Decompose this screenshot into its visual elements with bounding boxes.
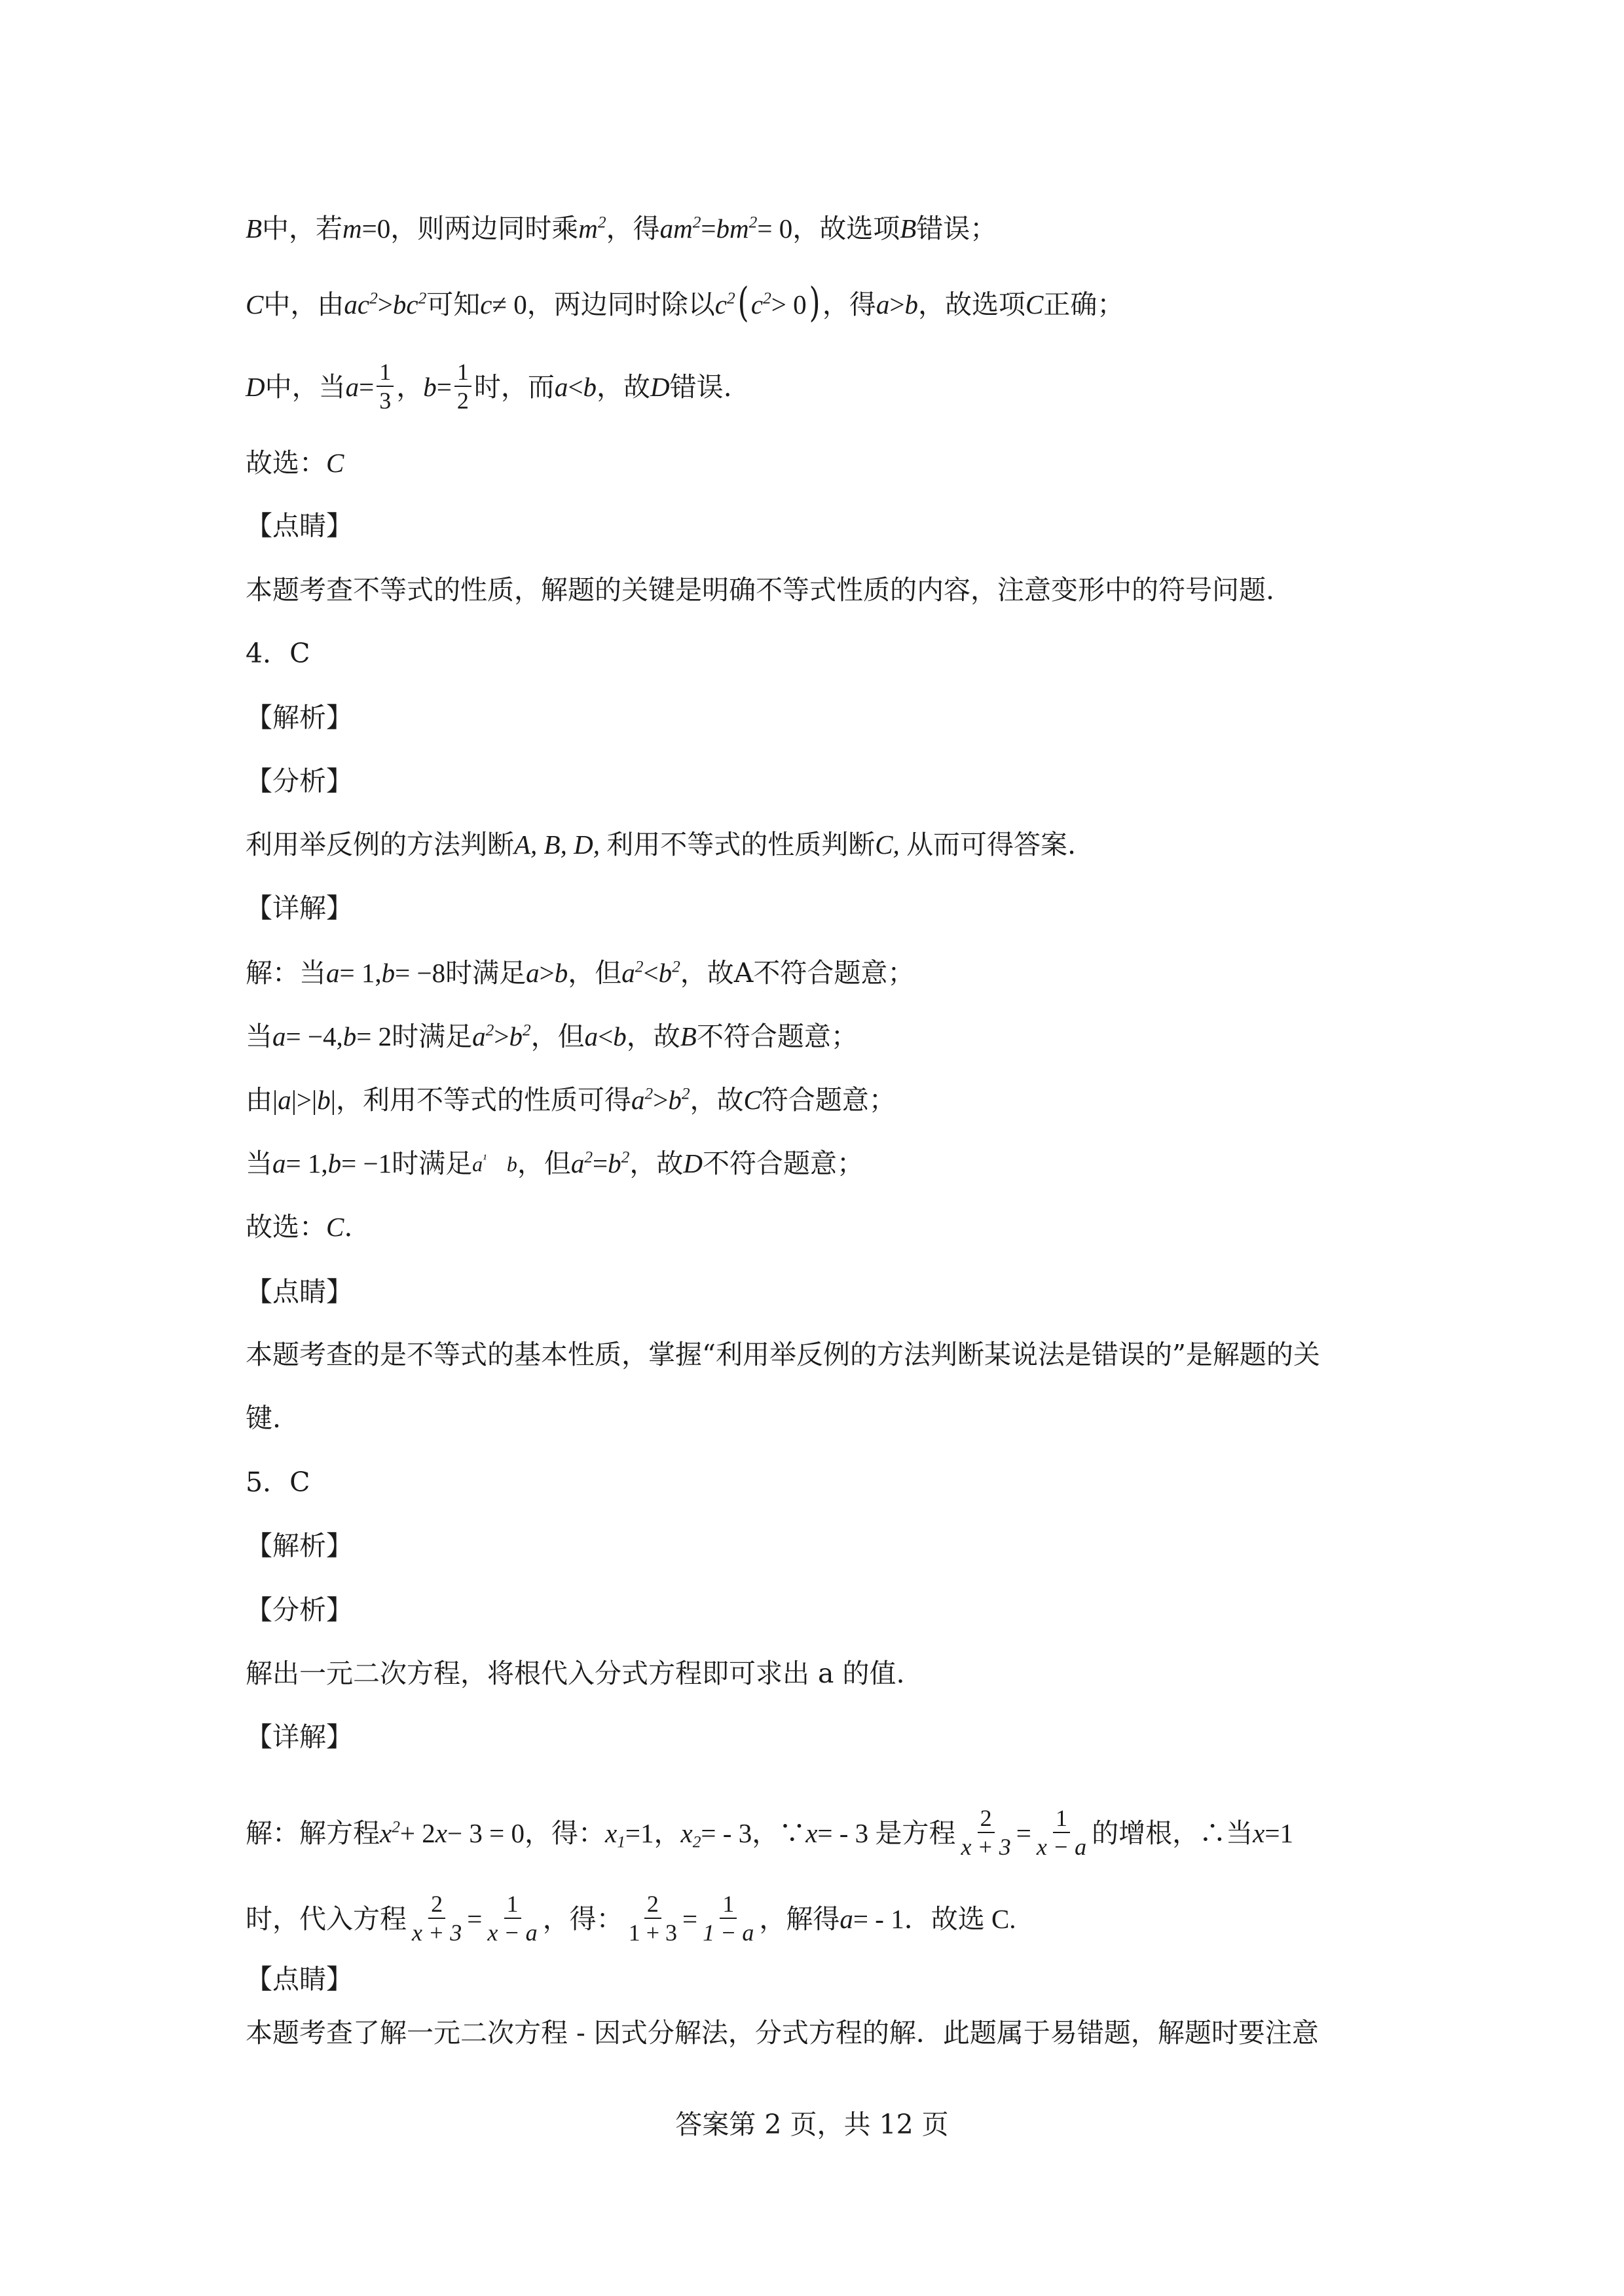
text: . — [344, 1211, 353, 1243]
math-var: $c^2$ — [750, 288, 771, 319]
fraction: $\frac{1}{x - a}$ — [487, 1891, 538, 1946]
section-heading-comment: 【点睛】 — [246, 1276, 353, 1307]
text: 时满足 — [445, 957, 526, 989]
math-text: = −4, — [286, 1021, 343, 1051]
text: 时，而 — [473, 371, 555, 403]
fraction: $\frac{2}{1 + 3}$ — [628, 1891, 677, 1946]
detail-line-solve — [246, 1805, 1293, 1862]
text: 从而可得答案. — [906, 829, 1077, 860]
comment-text: 本题考查的是不等式的基本性质，掌握“利用举反例的方法判断某说法是错误的”是解题的关 — [246, 1339, 1320, 1370]
text: 中，若 — [262, 213, 343, 244]
math-var: b — [381, 958, 396, 988]
section-heading-comment: 【点睛】 — [246, 1963, 353, 1995]
math-text: < — [643, 958, 659, 988]
option-letter: D — [683, 1148, 703, 1178]
math-var: $m^2$ — [578, 213, 606, 244]
section-heading-detail: 【详解】 — [246, 1721, 353, 1753]
fraction: $\frac{1}{x - a}$ — [1036, 1805, 1087, 1861]
math-text: > — [377, 289, 393, 319]
text: ，得 — [822, 288, 876, 320]
math-var: $x_2$ — [680, 1817, 701, 1851]
comment-text: 本题考查了解一元二次方程 - 因式分解法，分式方程的解．此题属于易错题，解题时要注意 — [246, 2017, 1319, 2049]
math-text: = — [701, 213, 716, 244]
math-var: b — [317, 1085, 331, 1115]
math-text: = −1 — [341, 1148, 392, 1178]
math-var: $a^2$ — [472, 1021, 494, 1051]
text: 故选： — [246, 1211, 326, 1243]
answer-line — [246, 447, 344, 479]
option-letter: B — [246, 213, 263, 244]
math-var: $bm^2$ — [716, 213, 758, 244]
text: ，故选项 — [792, 213, 900, 244]
math-text: | — [330, 1085, 336, 1115]
text: 解：解方程 — [246, 1817, 380, 1849]
math-var: b — [583, 371, 597, 402]
option-letter: B — [680, 1021, 697, 1051]
math-text: ≠ 0 — [492, 289, 527, 319]
math-var: $x_1$ — [604, 1817, 625, 1851]
text: 可知 — [426, 288, 481, 320]
math-text: = — [359, 371, 375, 402]
math-text: < — [598, 1021, 614, 1051]
option-letter: C — [743, 1085, 762, 1115]
math-var: a — [554, 371, 568, 402]
math-var: b — [327, 1148, 342, 1178]
text: ，则两边同时乘 — [390, 213, 579, 244]
math-text: > — [889, 289, 905, 319]
math-var: a — [272, 1021, 286, 1051]
text: 解：当 — [246, 957, 326, 989]
math-var: x — [435, 1817, 447, 1848]
analysis-text — [246, 831, 1076, 858]
section-heading-breakdown: 【分析】 — [246, 1594, 353, 1626]
section-heading-comment: 【点睛】 — [246, 510, 353, 541]
math-text: | — [272, 1085, 278, 1115]
math-var: a — [876, 289, 890, 319]
text: 不符合题意； — [696, 1021, 858, 1052]
text: 不符合题意； — [702, 1148, 864, 1179]
text: 正确； — [1043, 288, 1124, 320]
answer-letter: C — [326, 448, 344, 478]
section-heading-breakdown: 【分析】 — [246, 765, 353, 797]
math-text: = - 1．故选 C. — [853, 1903, 1016, 1934]
math-var: $c^2$ — [714, 288, 735, 319]
math-text: = 2 — [356, 1021, 392, 1051]
math-var: a — [345, 371, 360, 402]
math-var: b — [506, 1152, 517, 1176]
text: 时满足 — [392, 1148, 473, 1179]
fraction: $\frac{2}{x + 3}$ — [412, 1891, 462, 1946]
math-var: $b^2$ — [668, 1084, 690, 1115]
math-var: x — [805, 1817, 818, 1848]
text: 的增根，∴当 — [1092, 1817, 1253, 1849]
math-text: = — [593, 1148, 608, 1178]
math-text: − 3 = 0 — [447, 1817, 525, 1848]
math-var: a — [278, 1085, 291, 1115]
text: 错误； — [916, 213, 997, 244]
fraction: $\frac{1}{3}$ — [377, 359, 394, 416]
text: ，得： — [542, 1903, 623, 1935]
math-var: m — [342, 213, 362, 244]
math-text: |>| — [291, 1085, 318, 1115]
text: ， — [396, 371, 424, 403]
option-letter: B — [900, 213, 917, 244]
math-var: $bc^2$ — [392, 288, 427, 319]
text: ，故 — [690, 1084, 744, 1116]
text: ，利用不等式的性质可得 — [335, 1084, 631, 1116]
detail-line-substitute — [246, 1891, 1016, 1948]
detail-line-d — [246, 1150, 864, 1177]
solution-line-b — [246, 215, 997, 242]
section-heading-analysis: 【解析】 — [246, 1530, 353, 1561]
text: ，但 — [568, 957, 622, 989]
option-letter: C — [1025, 289, 1044, 319]
math-text: = 1, — [286, 1148, 328, 1178]
comment-text: 本题考查不等式的性质，解题的关键是明确不等式性质的内容，注意变形中的符号问题. — [246, 574, 1275, 606]
math-text: = — [1016, 1817, 1031, 1848]
math-var: $am^2$ — [659, 213, 701, 244]
paren-open: ( — [737, 278, 749, 326]
math-var: $ac^2$ — [344, 288, 378, 319]
fraction: $\frac{1}{2}$ — [454, 359, 471, 416]
text: 由 — [246, 1084, 272, 1116]
math-text: = 1, — [339, 958, 382, 988]
page-footer: 答案第 2 页，共 12 页 — [675, 2109, 949, 2140]
text: ，故 — [629, 1148, 684, 1179]
math-text: = - 3，∵ — [701, 1817, 806, 1848]
detail-line-c — [246, 1084, 896, 1116]
text: 中，由 — [263, 288, 344, 320]
math-text: + 2 — [399, 1817, 435, 1848]
math-var: b — [342, 1021, 357, 1051]
math-text: > — [653, 1085, 669, 1115]
math-text: = — [436, 371, 452, 402]
answer-letter: C — [326, 1212, 344, 1242]
text: 当 — [246, 1148, 272, 1179]
math-var: a — [272, 1148, 286, 1178]
math-text: =0 — [361, 213, 391, 244]
text: ，两边同时除以 — [526, 288, 715, 320]
text: ，故选项 — [917, 288, 1025, 320]
math-var: b — [554, 958, 568, 988]
text: 当 — [246, 1021, 272, 1052]
math-text: = 0 — [757, 213, 793, 244]
math-var: $x^2$ — [380, 1817, 400, 1848]
math-var: $a^2$ — [631, 1084, 654, 1115]
math-var: b — [613, 1021, 627, 1051]
math-var: A, B, D, — [514, 829, 600, 860]
math-text: > — [539, 958, 555, 988]
option-letter: D — [246, 371, 265, 402]
math-var: x — [1253, 1817, 1265, 1848]
math-text: = −8 — [395, 958, 446, 988]
math-var: a — [526, 958, 540, 988]
math-text: = - 3 是方程 — [817, 1817, 956, 1848]
fraction: $\frac{1}{1 - a}$ — [703, 1891, 754, 1946]
math-var: a — [584, 1021, 599, 1051]
text: ，但 — [517, 1148, 571, 1179]
math-var: $a^2$ — [621, 957, 644, 988]
option-letter: D — [650, 371, 670, 402]
math-var: a — [326, 958, 340, 988]
math-var: c — [480, 289, 492, 319]
paren-close: ) — [809, 278, 821, 326]
text: 利用举反例的方法判断 — [246, 829, 514, 860]
text: 错误. — [669, 371, 732, 403]
math-text: = — [467, 1903, 483, 1934]
detail-line-a — [246, 957, 915, 989]
math-text: = — [682, 1903, 698, 1934]
solution-line-c — [246, 278, 1124, 326]
question-number: 5．C — [246, 1467, 310, 1498]
solution-line-d — [246, 359, 732, 416]
text: ，但 — [530, 1021, 585, 1052]
math-var: $a^2$ — [570, 1148, 593, 1178]
text: ，故 — [596, 371, 650, 403]
text: 时满足 — [392, 1021, 473, 1052]
text: ，得： — [524, 1817, 605, 1849]
text: 符合题意； — [761, 1084, 896, 1116]
text: ，故 — [626, 1021, 680, 1052]
math-text: > 0 — [771, 289, 807, 319]
comment-text-continued: 键. — [246, 1402, 282, 1434]
text: 中，当 — [265, 371, 346, 403]
text: ，解得 — [759, 1903, 840, 1935]
section-heading-detail: 【详解】 — [246, 892, 353, 924]
math-var: a — [840, 1903, 853, 1934]
text: ，得 — [606, 213, 660, 244]
math-var: C, — [875, 829, 900, 860]
text: ，故A不符合题意； — [680, 957, 915, 989]
math-text: =1， — [625, 1817, 681, 1848]
section-heading-analysis: 【解析】 — [246, 702, 353, 733]
math-var: $b^2$ — [658, 957, 680, 988]
math-var: b — [904, 289, 918, 319]
math-var: b — [423, 371, 437, 402]
option-letter: C — [246, 289, 264, 319]
math-text: > — [494, 1021, 509, 1051]
math-text: =1 — [1264, 1817, 1293, 1848]
text: 故选： — [246, 447, 326, 479]
answer-line — [246, 1211, 353, 1243]
question-number: 4．C — [246, 638, 310, 669]
math-var: $a^{^1}$ — [472, 1152, 487, 1176]
math-text: < — [568, 371, 583, 402]
math-var: $b^2$ — [608, 1148, 630, 1178]
detail-line-b — [246, 1023, 858, 1050]
analysis-text: 解出一元二次方程，将根代入分式方程即可求出 a 的值. — [246, 1658, 905, 1689]
text: 时，代入方程 — [246, 1903, 407, 1935]
text: 利用不等式的性质判断 — [606, 829, 876, 860]
math-var: $b^2$ — [509, 1021, 531, 1051]
fraction: $\frac{2}{x + 3}$ — [961, 1805, 1011, 1861]
